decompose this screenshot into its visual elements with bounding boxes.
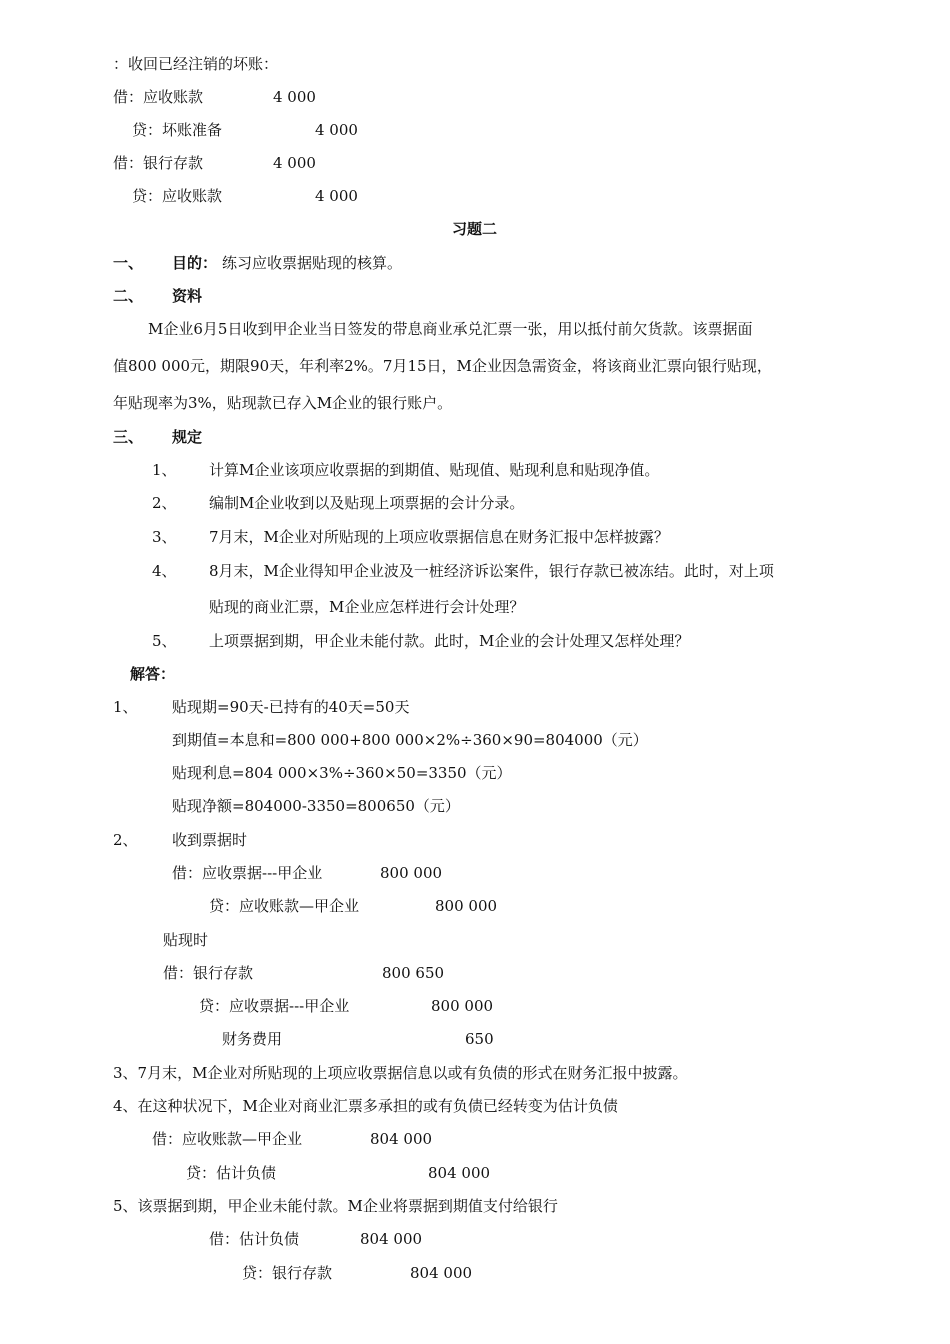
answer-subtitle: 贴现时 [163,931,209,949]
entry-amount: 4 000 [315,187,358,205]
calc-line: 贴现期=90天-已持有的40天=50天 [172,698,410,716]
answer-subtitle: 收到票据时 [172,831,248,849]
entry-amount: 804 000 [428,1164,491,1182]
requirement-text: 上项票据到期，甲企业未能付款。此时，M企业的会计处理又怎样处理？ [209,632,690,650]
entry-credit-label: 贷：估计负债 [186,1164,277,1182]
answer-label: 解答： [130,665,176,683]
material-line: 年贴现率为3%，贴现款已存入M企业的银行账户。 [113,394,453,412]
entry-credit-label: 贷：银行存款 [242,1264,333,1282]
section-text: 练习应收票据贴现的核算。 [222,254,403,272]
section-number: 一、 [113,254,144,272]
calc-line: 贴现利息=804 000×3%÷360×50=3350（元） [172,764,512,782]
section-label: 目的： [172,254,218,272]
requirement-number: 2、 [152,494,177,512]
section-label: 规定 [172,428,203,446]
entry-debit-label: 借：银行存款 [113,154,204,172]
entry-credit-label: 贷：应收账款—甲企业 [209,897,360,915]
answer-number: 2、 [113,831,138,849]
entry-amount: 800 000 [380,864,443,882]
section-number: 二、 [113,287,144,305]
entry-debit-label: 借：银行存款 [163,964,254,982]
material-line: M企业6月5日收到甲企业当日签发的带息商业承兑汇票一张，用以抵付前欠货款。该票据面 [148,320,753,338]
entry-amount: 804 000 [410,1264,473,1282]
entry-credit-label: 贷：应收票据---甲企业 [199,997,350,1015]
entry-amount: 4 000 [273,88,316,106]
entry-debit-label: 借：估计负债 [209,1230,300,1248]
requirement-text: 计算M企业该项应收票据的到期值、贴现值、贴现利息和贴现净值。 [209,461,660,479]
exercise-title: 习题二 [452,220,498,238]
calc-line: 贴现净额=804000-3350=800650（元） [172,797,460,815]
requirement-text: 7月末，M企业对所贴现的上项应收票据信息在财务汇报中怎样披露？ [209,528,669,546]
entry-amount: 804 000 [360,1230,423,1248]
section-number: 三、 [113,428,144,446]
entry-credit-label: 贷：坏账准备 [132,121,223,139]
requirement-text: 编制M企业收到以及贴现上项票据的会计分录。 [209,494,525,512]
answer-text: 3、7月末，M企业对所贴现的上项应收票据信息以或有负债的形式在财务汇报中披露。 [113,1064,688,1082]
entry-amount: 4 000 [273,154,316,172]
answer-number: 1、 [113,698,138,716]
entry-debit-label: 借：应收账款 [113,88,204,106]
entry-amount: 800 000 [435,897,498,915]
answer-text: 5、该票据到期，甲企业未能付款。M企业将票据到期值支付给银行 [113,1197,558,1215]
requirement-number: 4、 [152,562,177,580]
entry-debit-label: 借：应收账款—甲企业 [152,1130,303,1148]
requirement-text: 8月末，M企业得知甲企业波及一桩经济诉讼案件，银行存款已被冻结。此时，对上项 [209,562,774,580]
calc-line: 到期值=本息和=800 000+800 000×2%÷360×90=804000（元） [172,731,648,749]
requirement-number: 3、 [152,528,177,546]
material-line: 值800 000元，期限90天，年利率2%。7月15日，M企业因急需资金，将该商业汇票向银行贴现， [113,357,772,375]
requirement-text: 贴现的商业汇票，M企业应怎样进行会计处理？ [209,598,525,616]
entry-amount: 4 000 [315,121,358,139]
entry-credit-label: 财务费用 [222,1030,283,1048]
entry-amount: 650 [465,1030,494,1048]
entry-credit-label: 贷：应收账款 [132,187,223,205]
entry-amount: 804 000 [370,1130,433,1148]
requirement-number: 5、 [152,632,177,650]
entry-heading: ：收回已经注销的坏账： [113,55,279,73]
requirement-number: 1、 [152,461,177,479]
answer-text: 4、在这种状况下，M企业对商业汇票多承担的或有负债已经转变为估计负债 [113,1097,618,1115]
entry-amount: 800 000 [431,997,494,1015]
section-label: 资料 [172,287,203,305]
entry-debit-label: 借：应收票据---甲企业 [172,864,323,882]
entry-amount: 800 650 [382,964,445,982]
